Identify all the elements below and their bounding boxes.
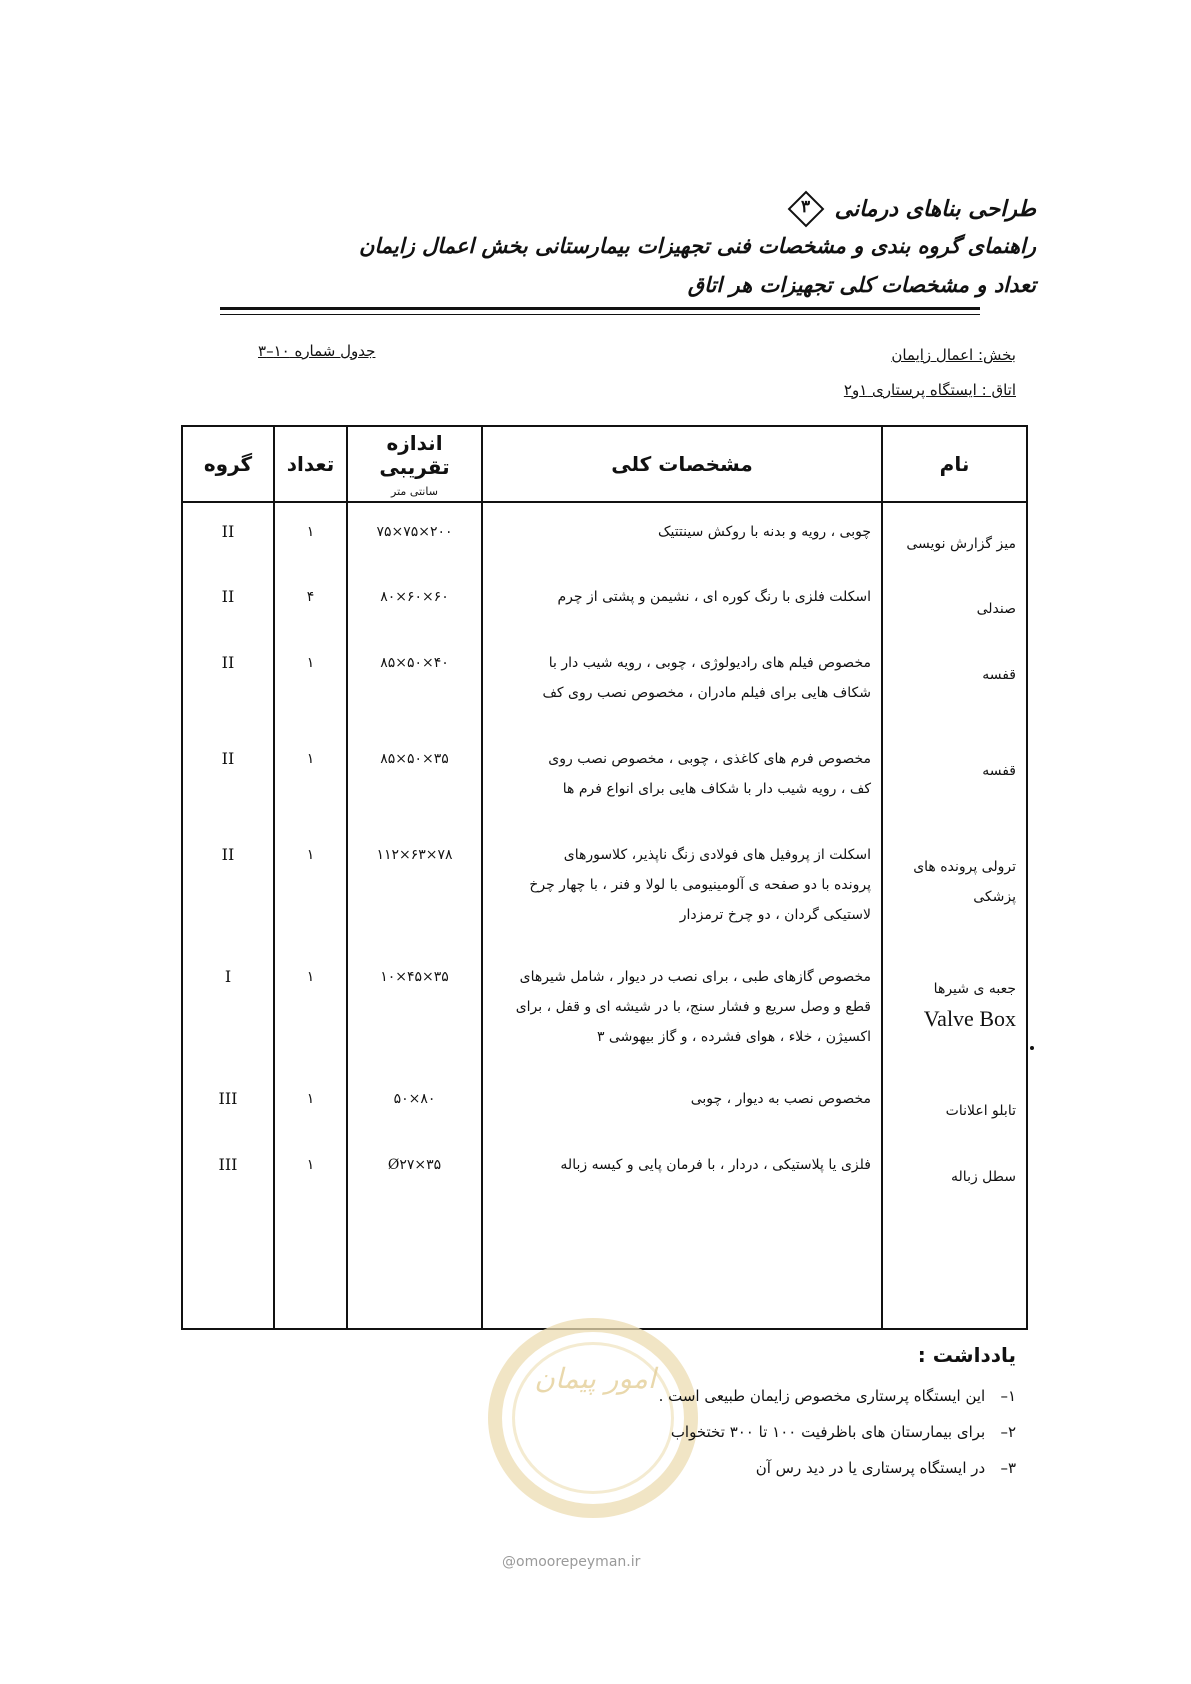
department-label: بخش: اعمال زایمان <box>891 346 1016 364</box>
item-count: ۴ <box>274 568 347 634</box>
item-name: جعبه ی شیرها <box>933 981 1016 997</box>
watermark-logo-text: امور پیمان <box>534 1362 656 1395</box>
book-title <box>787 190 1036 228</box>
item-count: ۱ <box>274 730 347 826</box>
note-text: در ایستگاه پرستاری یا در دید رس آن <box>755 1459 986 1477</box>
spec-line: اکسیژن ، خلاء ، هوای فشرده ، و گاز بیهوشی ۳ <box>596 1029 871 1045</box>
item-group: II <box>182 826 274 948</box>
header-specs: مشخصات کلی <box>482 426 882 502</box>
table-row <box>182 730 1027 826</box>
item-size: ۲۰۰×۷۵×۷۵ <box>347 502 482 568</box>
item-size: ۳۵×۵۰×۸۵ <box>347 730 482 826</box>
table-row <box>182 1136 1027 1202</box>
item-group: III <box>182 1136 274 1202</box>
table-number: جدول شماره ۱۰–۳ <box>258 342 376 360</box>
item-name: میز گزارش نویسی <box>882 502 1027 568</box>
header-group: گروه <box>182 426 274 502</box>
spec-line: شکاف هایی برای فیلم مادران ، مخصوص نصب روی کف <box>542 685 871 701</box>
note-number: ۳– <box>1000 1459 1016 1477</box>
spec-line: کف ، رویه شیب دار با شکاف هایی برای انواع فرم ها <box>562 781 871 797</box>
spec-line: قطع و وصل سریع و فشار سنج، با در شیشه ای و قفل ، برای <box>515 999 871 1015</box>
note-item <box>671 1423 1016 1441</box>
item-size: ۶۰×۶۰×۸۰ <box>347 568 482 634</box>
item-specs <box>482 1136 882 1202</box>
table-row <box>182 948 1027 1070</box>
notes-title: یادداشت : <box>917 1343 1016 1367</box>
spec-line: مخصوص فرم های کاغذی ، چوبی ، مخصوص نصب روی <box>548 751 871 767</box>
spec-line: چوبی ، رویه و بدنه با روکش سینتتیک <box>657 524 871 540</box>
item-size: ۷۸×۶۳×۱۱۲ <box>347 826 482 948</box>
item-count: ۱ <box>274 634 347 730</box>
item-specs <box>482 730 882 826</box>
spec-line: لاستیکی گردان ، دو چرخ ترمزدار <box>679 907 871 923</box>
item-count: ۱ <box>274 1070 347 1136</box>
item-name-cell <box>882 948 1027 1070</box>
section-title: تعداد و مشخصات کلی تجهیزات هر اتاق <box>687 272 1036 297</box>
note-item <box>756 1459 1016 1477</box>
item-size: ۴۰×۵۰×۸۵ <box>347 634 482 730</box>
item-group: II <box>182 568 274 634</box>
table-row <box>182 568 1027 634</box>
header-count: تعداد <box>274 426 347 502</box>
volume-badge <box>787 190 825 228</box>
table-row <box>182 502 1027 568</box>
stray-dot <box>1030 1046 1034 1050</box>
note-item <box>659 1387 1016 1405</box>
item-specs <box>482 948 882 1070</box>
item-count: ۱ <box>274 948 347 1070</box>
guide-title: راهنمای گروه بندی و مشخصات فنی تجهیزات بیمارستانی بخش اعمال زایمان <box>358 233 1036 258</box>
spec-line: مخصوص فیلم های رادیولوژی ، چوبی ، رویه شیب دار با <box>548 655 871 671</box>
note-number: ۲– <box>1000 1423 1016 1441</box>
item-specs <box>482 1070 882 1136</box>
item-name: سطل زباله <box>882 1136 1027 1202</box>
table-empty-row <box>182 1202 1027 1329</box>
table-row <box>182 1070 1027 1136</box>
item-name: قفسه <box>882 634 1027 730</box>
header-size-unit: سانتی متر <box>391 484 438 498</box>
table-header-row <box>182 426 1027 502</box>
item-specs <box>482 826 882 948</box>
item-specs <box>482 502 882 568</box>
spec-line: اسکلت از پروفیل های فولادی زنگ ناپذیر، کلاسورهای <box>563 847 871 863</box>
table-row <box>182 826 1027 948</box>
item-group: II <box>182 730 274 826</box>
item-group: II <box>182 502 274 568</box>
note-text: این ایستگاه پرستاری مخصوص زایمان طبیعی است . <box>658 1387 986 1405</box>
note-number: ۱– <box>1000 1387 1016 1405</box>
header-size <box>347 426 482 502</box>
item-group: I <box>182 948 274 1070</box>
item-name: صندلی <box>882 568 1027 634</box>
item-group: III <box>182 1070 274 1136</box>
room-label: اتاق : ایستگاه پرستاری ۱و۲ <box>843 381 1016 399</box>
item-size: ۸۰×۵۰ <box>347 1070 482 1136</box>
watermark-website: @omoorepeyman.ir <box>502 1554 641 1570</box>
spec-line: پرونده با دو صفحه ی آلومینیومی با لولا و فنر ، با چهار چرخ <box>529 877 871 893</box>
item-name: قفسه <box>882 730 1027 826</box>
item-specs <box>482 568 882 634</box>
item-group: II <box>182 634 274 730</box>
header-rule-thin <box>220 314 980 315</box>
volume-number: ۳ <box>801 197 811 217</box>
book-title-text: طراحی بناهای درمانی <box>834 196 1036 222</box>
spec-line: مخصوص گازهای طبی ، برای نصب در دیوار ، شامل شیرهای <box>519 969 871 985</box>
item-name-latin: Valve Box <box>923 1006 1016 1031</box>
item-size: ۳۵×۴۵×۱۰ <box>347 948 482 1070</box>
equipment-table <box>181 425 1028 1330</box>
spec-line: فلزی یا پلاستیکی ، دردار ، با فرمان پایی و کیسه زباله <box>560 1157 871 1173</box>
item-name: تابلو اعلانات <box>882 1070 1027 1136</box>
note-text: برای بیمارستان های باظرفیت ۱۰۰ تا ۳۰۰ تختخواب <box>670 1423 986 1441</box>
item-count: ۱ <box>274 826 347 948</box>
header-rule-thick <box>220 307 980 310</box>
header-name: نام <box>882 426 1027 502</box>
header-size-label: اندازه تقریبی <box>379 430 450 479</box>
item-count: ۱ <box>274 502 347 568</box>
item-count: ۱ <box>274 1136 347 1202</box>
item-name: ترولی پرونده های پزشکی <box>882 826 1027 948</box>
spec-line: مخصوص نصب به دیوار ، چوبی <box>690 1091 871 1107</box>
item-specs <box>482 634 882 730</box>
spec-line: اسکلت فلزی با رنگ کوره ای ، نشیمن و پشتی از چرم <box>557 589 871 605</box>
table-row <box>182 634 1027 730</box>
item-size: Ø۲۷×۳۵ <box>347 1136 482 1202</box>
